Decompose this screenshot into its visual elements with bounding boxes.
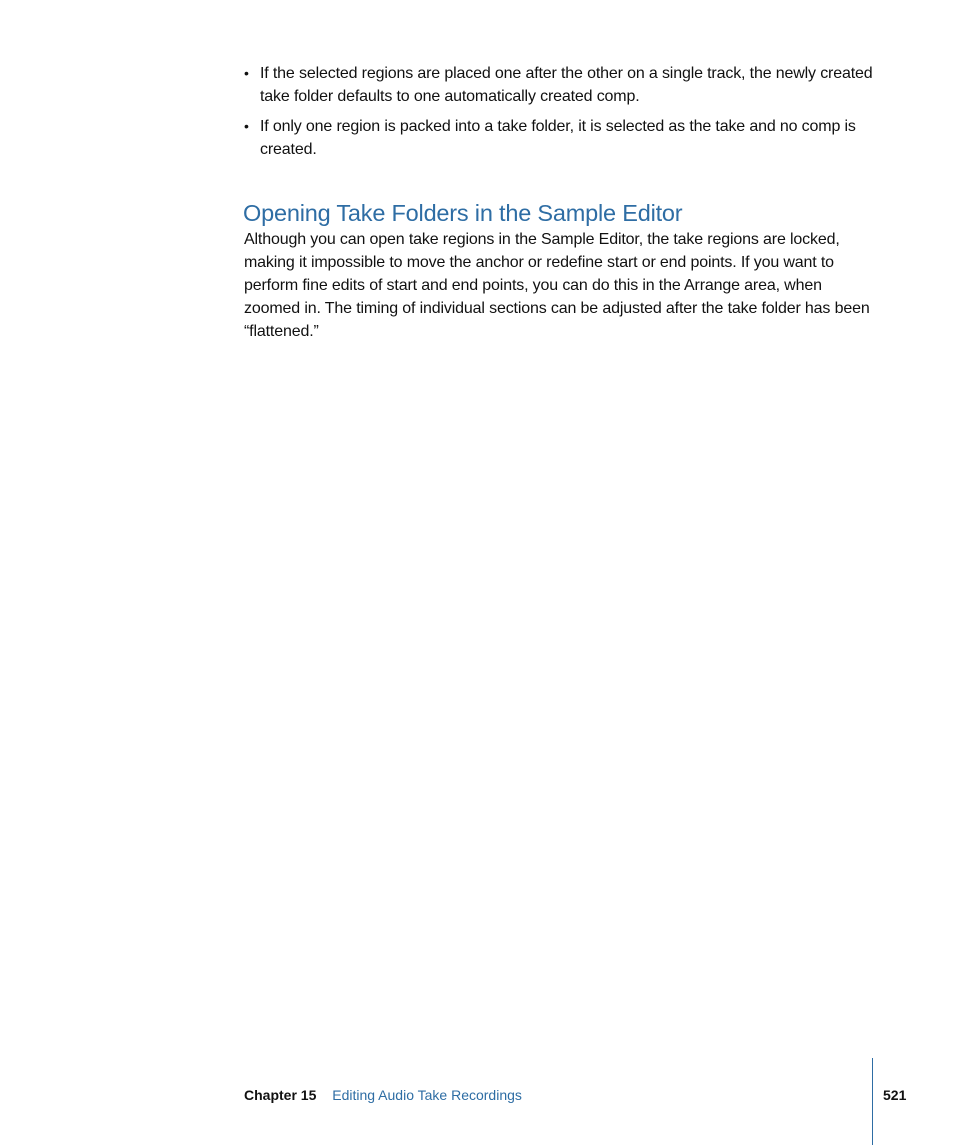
- footer-chapter-title: Editing Audio Take Recordings: [332, 1087, 522, 1103]
- footer-chapter-label: Chapter 15: [244, 1087, 317, 1103]
- bullet-item: [244, 115, 884, 161]
- page-footer: [244, 1086, 522, 1104]
- bullet-text: If only one region is packed into a take folder, it is selected as the take and no comp is created.: [260, 118, 856, 158]
- bullet-list: [244, 62, 884, 168]
- footer-divider: [872, 1058, 873, 1145]
- bullet-marker: •: [244, 118, 249, 134]
- body-paragraph: Although you can open take regions in the Sample Editor, the take regions are locked, making it impossible to move the anchor or redefine start or end points. If you want to perform fine edits of start and end points, you can do this in the Arrange area, when zoomed in. The timing of individual sections can be adjusted after the take folder has been “flattened.”: [244, 231, 870, 340]
- section-heading: Opening Take Folders in the Sample Editor: [243, 200, 683, 226]
- bullet-item: [244, 62, 884, 108]
- bullet-text: If the selected regions are placed one after the other on a single track, the newly created take folder defaults to one automatically created comp.: [260, 65, 873, 105]
- page-number: 521: [883, 1087, 907, 1103]
- bullet-marker: •: [244, 65, 249, 81]
